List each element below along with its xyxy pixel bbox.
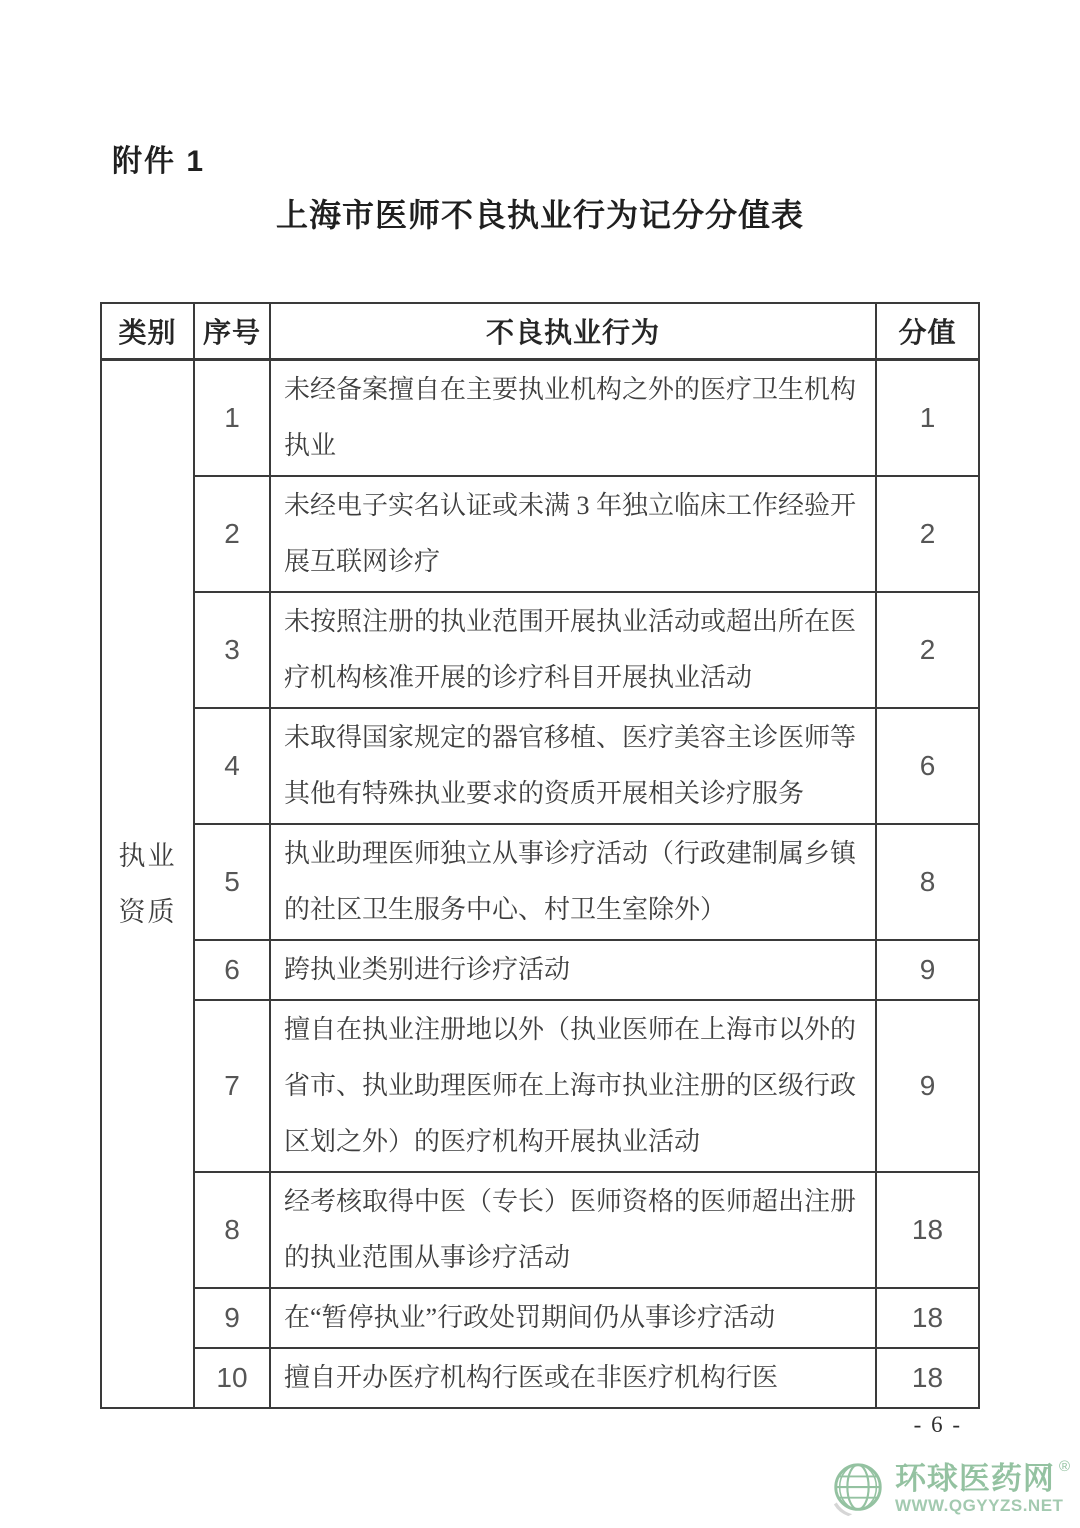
row-index-cell: 8: [194, 1172, 270, 1288]
table-header-row: [101, 303, 979, 360]
table-row: [101, 476, 979, 592]
row-index-cell: 9: [194, 1288, 270, 1348]
table-row: [101, 1000, 979, 1172]
header-behavior: 不良执业行为: [270, 303, 876, 360]
site-watermark: [829, 1457, 1070, 1518]
table-row: [101, 1288, 979, 1348]
page-title: 上海市医师不良执业行为记分分值表: [275, 197, 804, 233]
watermark-text: [894, 1457, 1070, 1516]
row-index-cell: 7: [194, 1000, 270, 1172]
score-table: [100, 302, 980, 1409]
row-behavior-cell: 未按照注册的执业范围开展执业活动或超出所在医疗机构核准开展的诊疗科目开展执业活动: [270, 592, 876, 708]
watermark-site-url: WWW.QGYYZS.NET: [894, 1496, 1064, 1516]
row-behavior-cell: 擅自开办医疗机构行医或在非医疗机构行医: [270, 1348, 876, 1408]
table-row: [101, 1348, 979, 1408]
row-index-cell: 2: [194, 476, 270, 592]
table-row: [101, 708, 979, 824]
table-row: [101, 940, 979, 1000]
row-index-cell: 3: [194, 592, 270, 708]
row-behavior-cell: 未经备案擅自在主要执业机构之外的医疗卫生机构执业: [270, 360, 876, 477]
row-behavior-cell: 跨执业类别进行诊疗活动: [270, 940, 876, 1000]
header-category: 类别: [101, 303, 194, 360]
row-behavior-cell: 未取得国家规定的器官移植、医疗美容主诊医师等其他有特殊执业要求的资质开展相关诊疗服务: [270, 708, 876, 824]
row-behavior-cell: 在“暂停执业”行政处罚期间仍从事诊疗活动: [270, 1288, 876, 1348]
row-score-cell: 8: [876, 824, 979, 940]
row-score-cell: 18: [876, 1288, 979, 1348]
globe-icon: [829, 1460, 887, 1518]
table-row: [101, 360, 979, 477]
row-score-cell: 6: [876, 708, 979, 824]
registered-trademark-icon: ®: [1058, 1457, 1070, 1475]
row-score-cell: 2: [876, 476, 979, 592]
table-row: [101, 824, 979, 940]
row-score-cell: 18: [876, 1348, 979, 1408]
header-index: 序号: [194, 303, 270, 360]
row-score-cell: 9: [876, 1000, 979, 1172]
table-row: [101, 592, 979, 708]
row-behavior-cell: 执业助理医师独立从事诊疗活动（行政建制属乡镇的社区卫生服务中心、村卫生室除外）: [270, 824, 876, 940]
attachment-label: 附件 1: [112, 145, 206, 178]
watermark-site-name: 环球医药网: [894, 1460, 1055, 1496]
table-body: [101, 360, 979, 1409]
row-index-cell: 4: [194, 708, 270, 824]
row-score-cell: 2: [876, 592, 979, 708]
row-index-cell: 5: [194, 824, 270, 940]
page-number: - 6 -: [913, 1412, 962, 1437]
row-index-cell: 10: [194, 1348, 270, 1408]
category-cell: 执业 资质: [101, 360, 194, 1409]
row-score-cell: 9: [876, 940, 979, 1000]
row-behavior-cell: 未经电子实名认证或未满 3 年独立临床工作经验开展互联网诊疗: [270, 476, 876, 592]
row-behavior-cell: 擅自在执业注册地以外（执业医师在上海市以外的省市、执业助理医师在上海市执业注册的区级行政区划之外）的医疗机构开展执业活动: [270, 1000, 876, 1172]
row-score-cell: 18: [876, 1172, 979, 1288]
row-index-cell: 1: [194, 360, 270, 477]
header-score: 分值: [876, 303, 979, 360]
table-row: [101, 1172, 979, 1288]
row-index-cell: 6: [194, 940, 270, 1000]
row-score-cell: 1: [876, 360, 979, 477]
row-behavior-cell: 经考核取得中医（专长）医师资格的医师超出注册的执业范围从事诊疗活动: [270, 1172, 876, 1288]
